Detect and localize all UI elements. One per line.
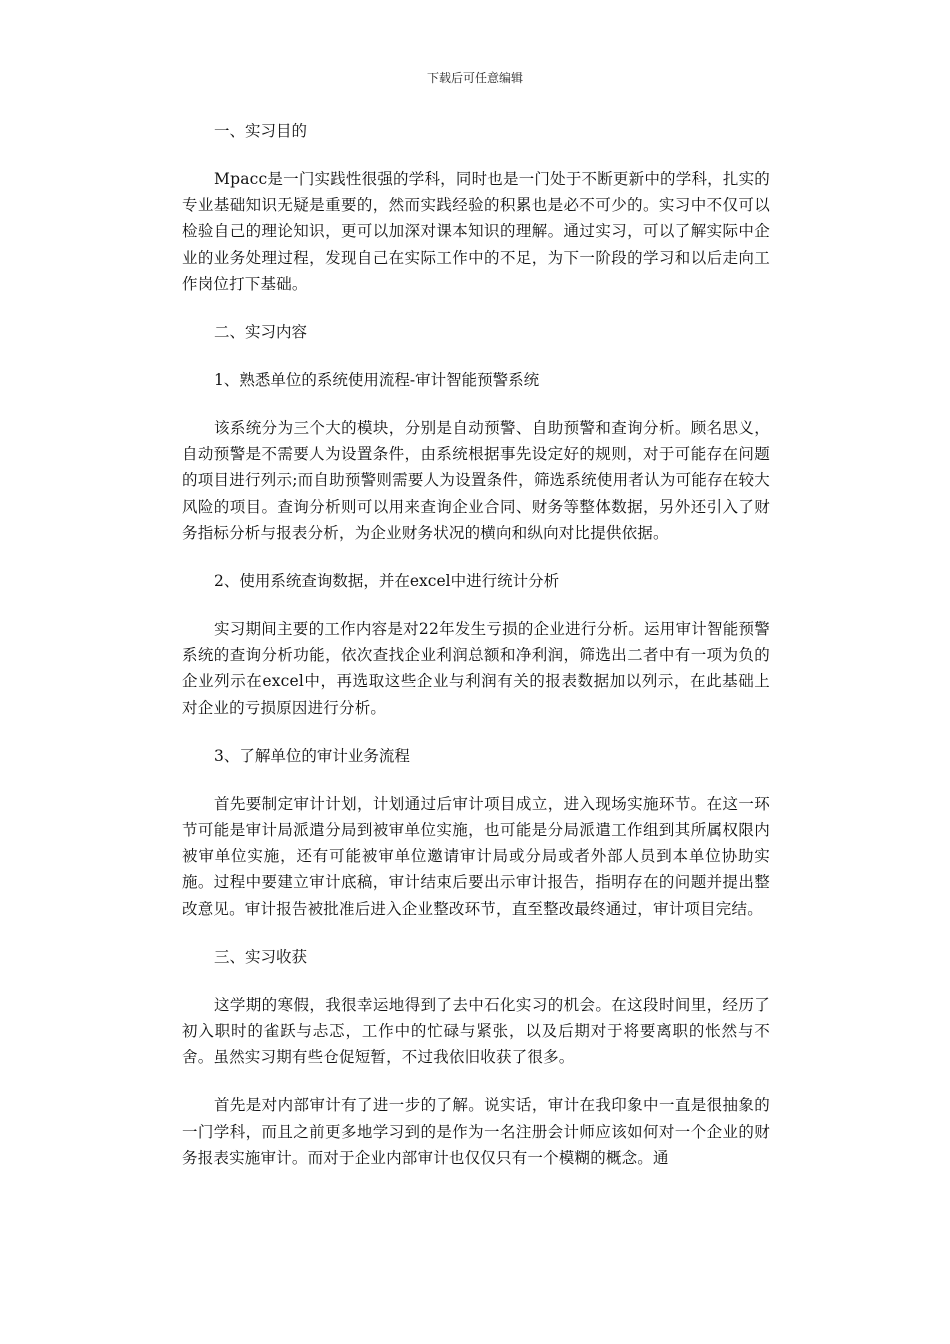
subheading-excel: 2、使用系统查询数据，并在excel中进行统计分析 <box>214 572 560 591</box>
paragraph-purpose: Mpacc是一门实践性很强的学科，同时也是一门处于不断更新中的学科，扎实的专业基础知识无疑是重要的，然而实践经验的积累也是必不可少的。实习中不仅可以检验自己的理论知识，更可以加深对课本知识的理解。通过实习，可以了解实际中企业的业务处理过程，发现自己在实际工作中的不足，为下一阶段的学习和以后走向工作岗位打下基础。 <box>182 170 770 293</box>
paragraph-gains-internal-audit: 首先是对内部审计有了进一步的了解。说实话，审计在我印象中一直是很抽象的一门学科，而且之前更多地学习到的是作为一名注册会计师应该如何对一个企业的财务报表实施审计。而对于企业内部审计也仅仅只有一个模糊的概念。通 <box>182 1096 770 1167</box>
subheading-audit-process: 3、了解单位的审计业务流程 <box>214 746 410 765</box>
subheading-system: 1、熟悉单位的系统使用流程-审计智能预警系统 <box>214 371 540 390</box>
page-header: 下载后可任意编辑 <box>426 71 523 85</box>
section-heading-purpose: 一、实习目的 <box>214 122 308 140</box>
section-heading-gains: 三、实习收获 <box>214 947 308 966</box>
section-heading-content: 二、实习内容 <box>214 323 308 342</box>
paragraph-excel: 实习期间主要的工作内容是对22年发生亏损的企业进行分析。运用审计智能预警系统的查询分析功能，依次查找企业利润总额和净利润，筛选出二者中有一项为负的企业列示在excel中，再选取这些企业与利润有关的报表数据加以列示，在此基础上对企业的亏损原因进行分析。 <box>182 620 770 717</box>
paragraph-audit-process: 首先要制定审计计划，计划通过后审计项目成立，进入现场实施环节。在这一环节可能是审计局派遣分局到被审单位实施，也可能是分局派遣工作组到其所属权限内被审单位实施，还有可能被审单位邀请审计局或分局或者外部人员到本单位协助实施。过程中要建立审计底稿，审计结束后要出示审计报告，指明存在的问题并提出整改意见。审计报告被批准后进入企业整改环节，直至整改最终通过，审计项目完结。 <box>182 794 770 918</box>
paragraph-system: 该系统分为三个大的模块，分别是自动预警、自助预警和查询分析。顾名思义，自动预警是不需要人为设置条件，由系统根据事先设定好的规则，对于可能存在问题的项目进行列示;而自助预警则需要人为设置条件，筛选系统使用者认为可能存在较大风险的项目。查询分析则可以用来查询企业合同、财务等整体数据，另外还引入了财务指标分析与报表分析，为企业财务状况的横向和纵向对比提供依据。 <box>182 419 770 542</box>
paragraph-gains-intro: 这学期的寒假，我很幸运地得到了去中石化实习的机会。在这段时间里，经历了初入职时的雀跃与忐忑，工作中的忙碌与紧张，以及后期对于将要离职的怅然与不舍。虽然实习期有些仓促短暂，不过我依旧收获了很多。 <box>182 995 770 1067</box>
document-body <box>182 118 770 1193</box>
